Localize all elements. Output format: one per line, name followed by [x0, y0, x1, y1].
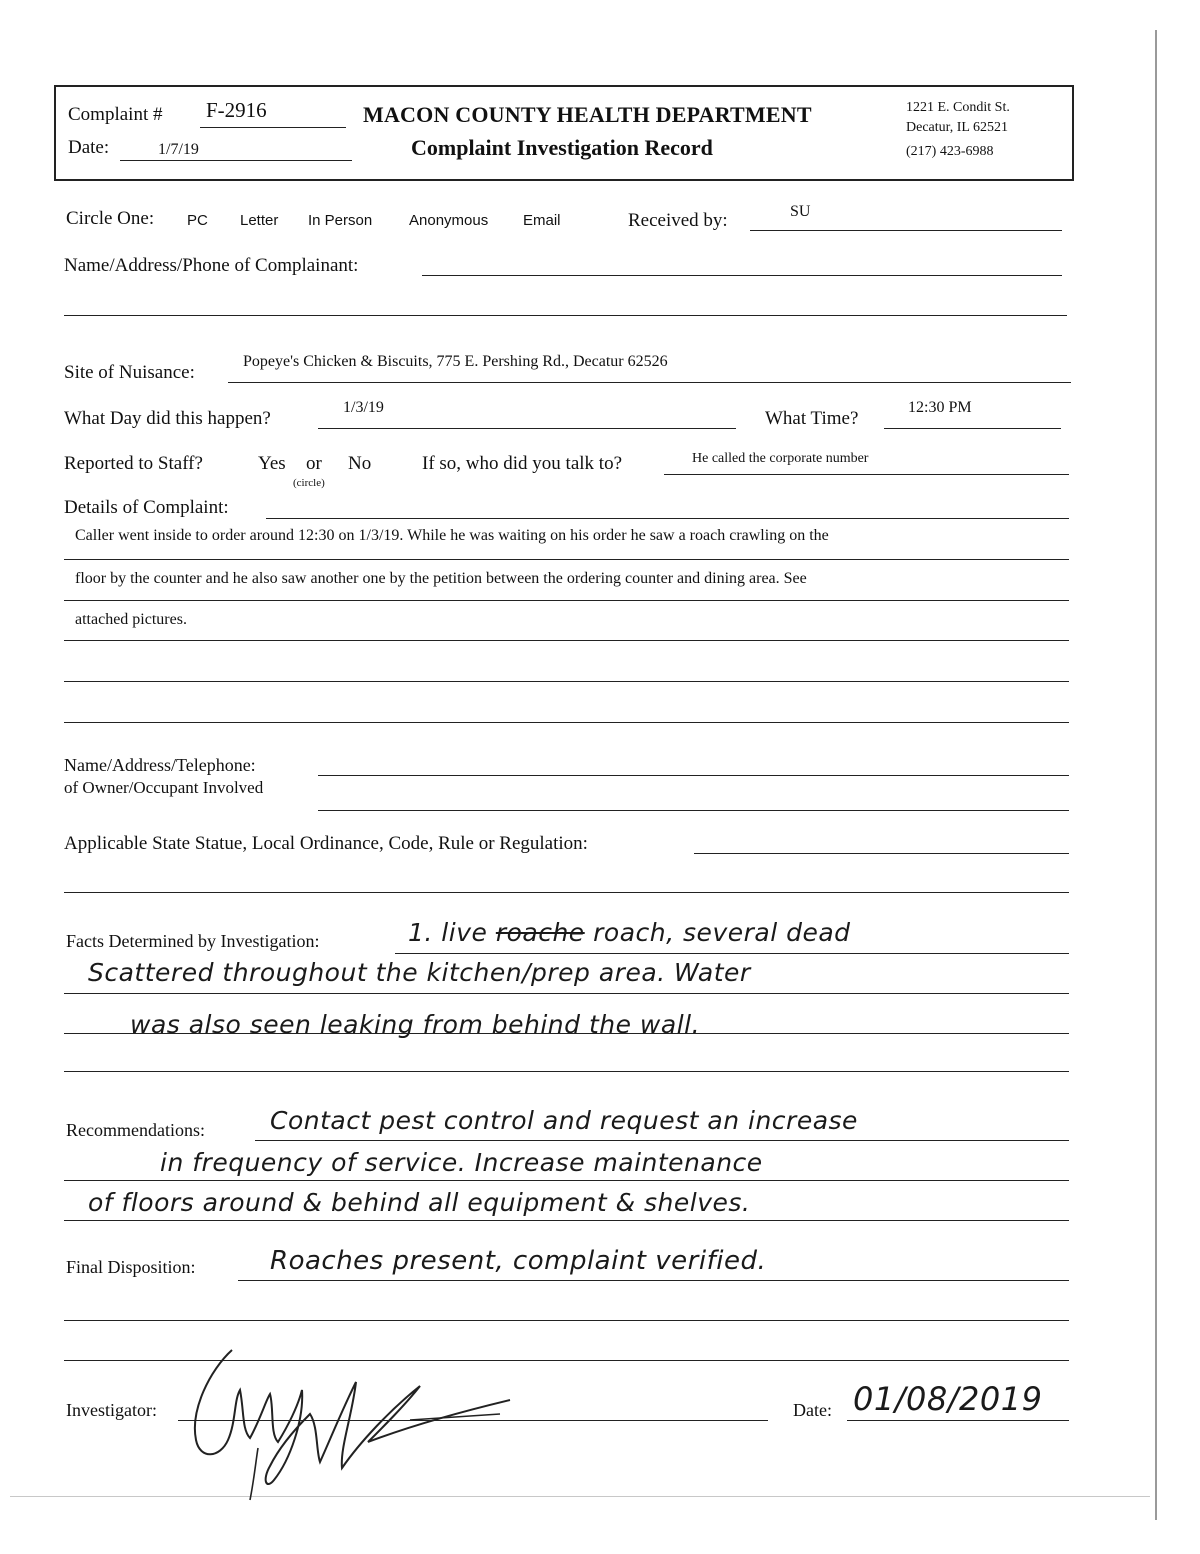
- circle-one-label: Circle One:: [66, 208, 155, 229]
- department-phone: (217) 423-6988: [906, 144, 994, 159]
- department-title: MACON COUNTY HEALTH DEPARTMENT: [363, 102, 812, 127]
- talk-label: If so, who did you talk to?: [422, 453, 623, 474]
- final-disposition-value: Roaches present, complaint verified.: [270, 1246, 767, 1276]
- details-line-3: attached pictures.: [75, 611, 187, 628]
- time-label: What Time?: [765, 408, 859, 429]
- owner-sublabel: of Owner/Occupant Involved: [64, 778, 264, 797]
- record-title: Complaint Investigation Record: [411, 135, 713, 160]
- complaint-number-value: F-2916: [206, 98, 267, 122]
- facts-line-3: was also seen leaking from behind the wall.: [130, 1010, 701, 1039]
- owner-label: Name/Address/Telephone:: [64, 755, 256, 775]
- details-line-1: Caller went inside to order around 12:30 on 1/3/19. While he was waiting on his order he saw a roach crawling on the: [75, 527, 829, 544]
- reported-or: or: [306, 453, 322, 474]
- received-by-value: SU: [790, 203, 811, 220]
- circle-note: (circle): [293, 477, 325, 489]
- details-label: Details of Complaint:: [64, 497, 229, 518]
- option-anonymous: Anonymous: [409, 212, 489, 229]
- facts-struck-word: roache: [495, 918, 585, 947]
- signed-date-label: Date:: [793, 1400, 832, 1420]
- address-line1: 1221 E. Condit St.: [906, 100, 1010, 115]
- reported-yes: Yes: [258, 453, 286, 474]
- recommendations-line-3: of floors around & behind all equipment & shelves.: [88, 1188, 751, 1217]
- page-edge-shadow: [1155, 30, 1157, 1520]
- talk-value: He called the corporate number: [692, 451, 869, 466]
- complaint-number-label: Complaint #: [68, 104, 163, 125]
- recommendations-label: Recommendations:: [66, 1120, 205, 1140]
- complainant-label: Name/Address/Phone of Complainant:: [64, 255, 359, 276]
- option-in-person: In Person: [308, 212, 373, 229]
- site-value: Popeye's Chicken & Biscuits, 775 E. Pershing Rd., Decatur 62526: [243, 353, 668, 370]
- recommendations-line-1: Contact pest control and request an increase: [270, 1106, 858, 1135]
- statute-label: Applicable State Statue, Local Ordinance, Code, Rule or Regulation:: [64, 833, 588, 854]
- date-value: 1/7/19: [158, 141, 199, 158]
- address-line2: Decatur, IL 62521: [906, 120, 1008, 135]
- recommendations-line-2: in frequency of service. Increase maintenance: [160, 1148, 763, 1177]
- option-pc: PC: [187, 212, 208, 229]
- reported-no: No: [348, 453, 372, 474]
- signed-date-value: 01/08/2019: [853, 1380, 1043, 1418]
- option-email: Email: [523, 212, 561, 229]
- investigator-signature: [170, 1330, 530, 1510]
- site-label: Site of Nuisance:: [64, 362, 195, 383]
- facts-line-1: 1. live roache roach, several dead: [408, 918, 851, 947]
- details-line-2: floor by the counter and he also saw another one by the petition between the ordering counter and dining area. See: [75, 570, 807, 587]
- day-value: 1/3/19: [343, 399, 384, 416]
- time-value: 12:30 PM: [908, 399, 972, 416]
- facts-line-2: Scattered throughout the kitchen/prep area. Water: [88, 958, 751, 987]
- date-label: Date:: [68, 137, 110, 158]
- investigator-label: Investigator:: [66, 1400, 157, 1420]
- facts-label: Facts Determined by Investigation:: [66, 931, 320, 951]
- reported-label: Reported to Staff?: [64, 453, 203, 474]
- option-letter: Letter: [240, 212, 279, 229]
- final-disposition-label: Final Disposition:: [66, 1257, 196, 1277]
- received-by-label: Received by:: [628, 210, 728, 231]
- day-label: What Day did this happen?: [64, 408, 271, 429]
